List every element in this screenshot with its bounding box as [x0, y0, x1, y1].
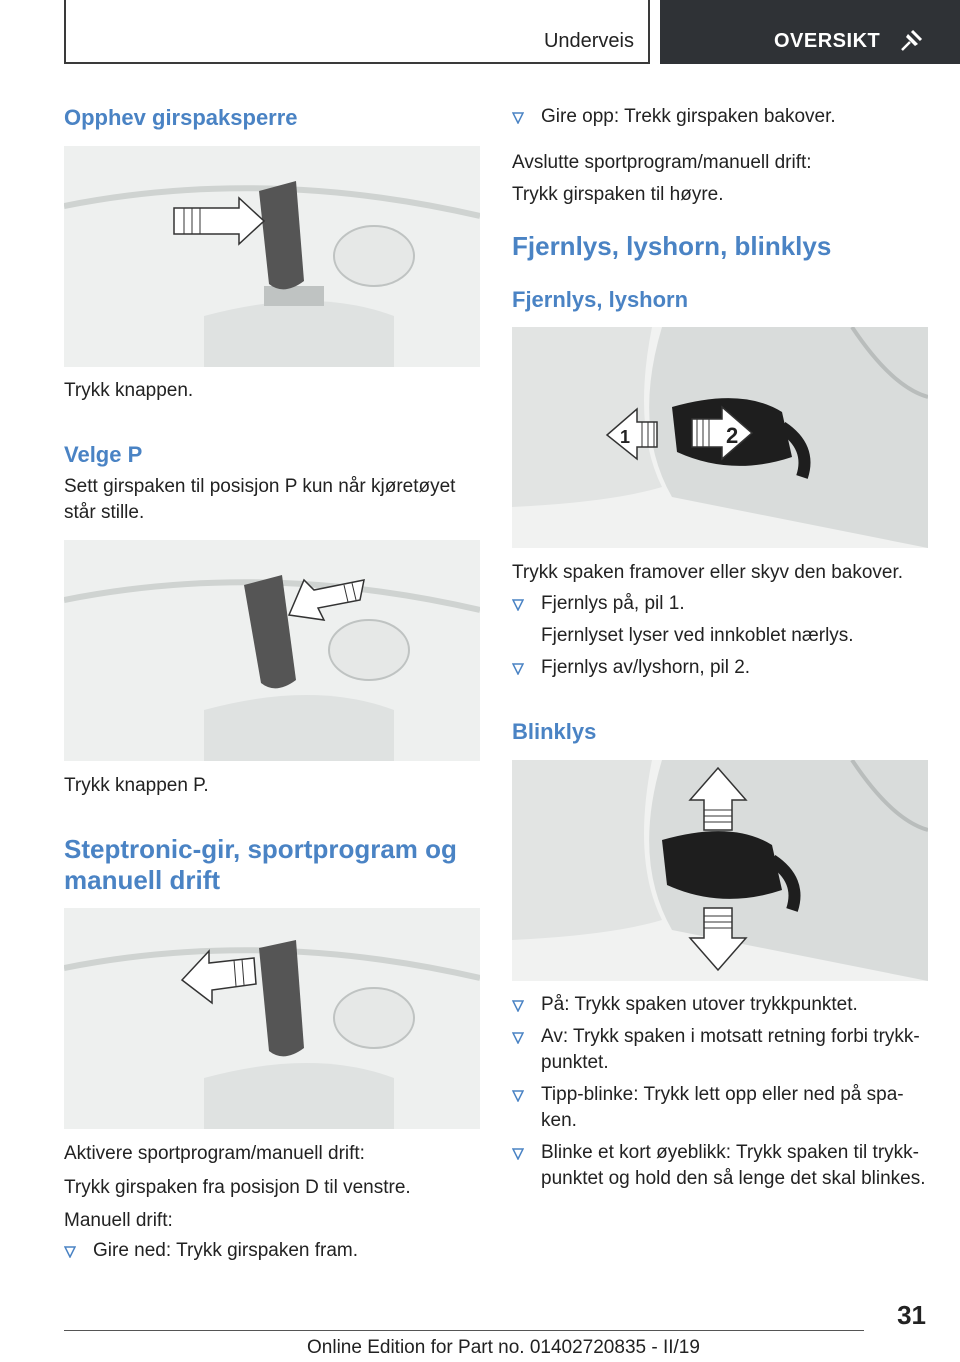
- footer-divider: [64, 1330, 864, 1331]
- heading-steptronic: Steptronic-gir, sportprogram og manuell drift: [64, 834, 457, 895]
- gear-selector-image-2: [64, 540, 480, 761]
- triangle-bullet-icon: [512, 663, 524, 675]
- list-item: Gire opp: Trekk girspaken bakover.: [512, 104, 928, 130]
- list-item: Av: Trykk spaken i motsatt retning forbi trykk-punktet.: [512, 1024, 928, 1076]
- text-select-p: Sett girspaken til posisjon P kun når kjøretøyet står stille.: [64, 476, 456, 523]
- text-press-d-left: Trykk girspaken fra posisjon D til venstre.: [64, 1177, 411, 1198]
- stalk-image-indicator: [512, 760, 928, 981]
- triangle-bullet-icon: [512, 1032, 524, 1044]
- arrow-label-2: 2: [726, 423, 739, 448]
- pin-icon: [898, 28, 924, 54]
- triangle-bullet-icon: [512, 1148, 524, 1160]
- triangle-bullet-icon: [512, 1000, 524, 1012]
- list-item: Fjernlys av/lyshorn, pil 2.: [512, 655, 928, 681]
- gear-selector-image-1: [64, 146, 480, 367]
- list-item: Gire ned: Trykk girspaken fram.: [64, 1238, 480, 1264]
- heading-select-p: Velge P: [64, 442, 143, 467]
- high-beam-bullet-list: [512, 591, 928, 681]
- left-bullet-list: [64, 1238, 480, 1264]
- triangle-bullet-icon: [512, 112, 524, 124]
- text-press-button: Trykk knappen.: [64, 380, 194, 401]
- section-tab[interactable]: [64, 0, 650, 64]
- footer-edition: Online Edition for Part no. 01402720835 - II/19: [307, 1337, 700, 1358]
- text-press-p: Trykk knappen P.: [64, 775, 209, 796]
- list-item: Tipp-blinke: Trykk lett opp eller ned på spa-ken.: [512, 1082, 928, 1134]
- heading-high-beam-flash-indicator: Fjernlys, lyshorn, blinklys: [512, 231, 832, 261]
- right-top-bullet-list: [512, 104, 928, 130]
- heading-unlock-gear: Opphev girspaksperre: [64, 105, 298, 130]
- list-item: På: Trykk spaken utover trykkpunktet.: [512, 992, 928, 1018]
- arrow-label-1: 1: [620, 427, 631, 447]
- list-item: Blinke et kort øyeblikk: Trykk spaken til trykk-punktet og hold den så lenge det skal blinkes.: [512, 1140, 928, 1192]
- text-exit-sport: Avslutte sportprogram/manuell drift:: [512, 152, 812, 173]
- text-press-right: Trykk girspaken til høyre.: [512, 184, 724, 205]
- triangle-bullet-icon: [512, 1090, 524, 1102]
- heading-indicator: Blinklys: [512, 719, 597, 744]
- page-number: 31: [897, 1300, 926, 1330]
- list-item: Fjernlys på, pil 1.: [512, 591, 928, 617]
- overview-tab-label: OVERSIKT: [774, 30, 881, 52]
- indicator-bullet-list: [512, 992, 928, 1192]
- overview-tab[interactable]: [660, 0, 960, 64]
- text-activate-sport: Aktivere sportprogram/manuell drift:: [64, 1143, 365, 1164]
- gear-selector-image-3: [64, 908, 480, 1129]
- section-tab-label: Underveis: [543, 30, 634, 52]
- stalk-image-high-beam: [512, 327, 928, 548]
- list-item-sub: Fjernlyset lyser ved innkoblet nærlys.: [541, 625, 854, 646]
- heading-high-beam: Fjernlys, lyshorn: [512, 287, 689, 312]
- triangle-bullet-icon: [64, 1246, 76, 1258]
- triangle-bullet-icon: [512, 599, 524, 611]
- text-manual-drive: Manuell drift:: [64, 1210, 173, 1231]
- text-push-stalk: Trykk spaken framover eller skyv den bakover.: [512, 562, 904, 583]
